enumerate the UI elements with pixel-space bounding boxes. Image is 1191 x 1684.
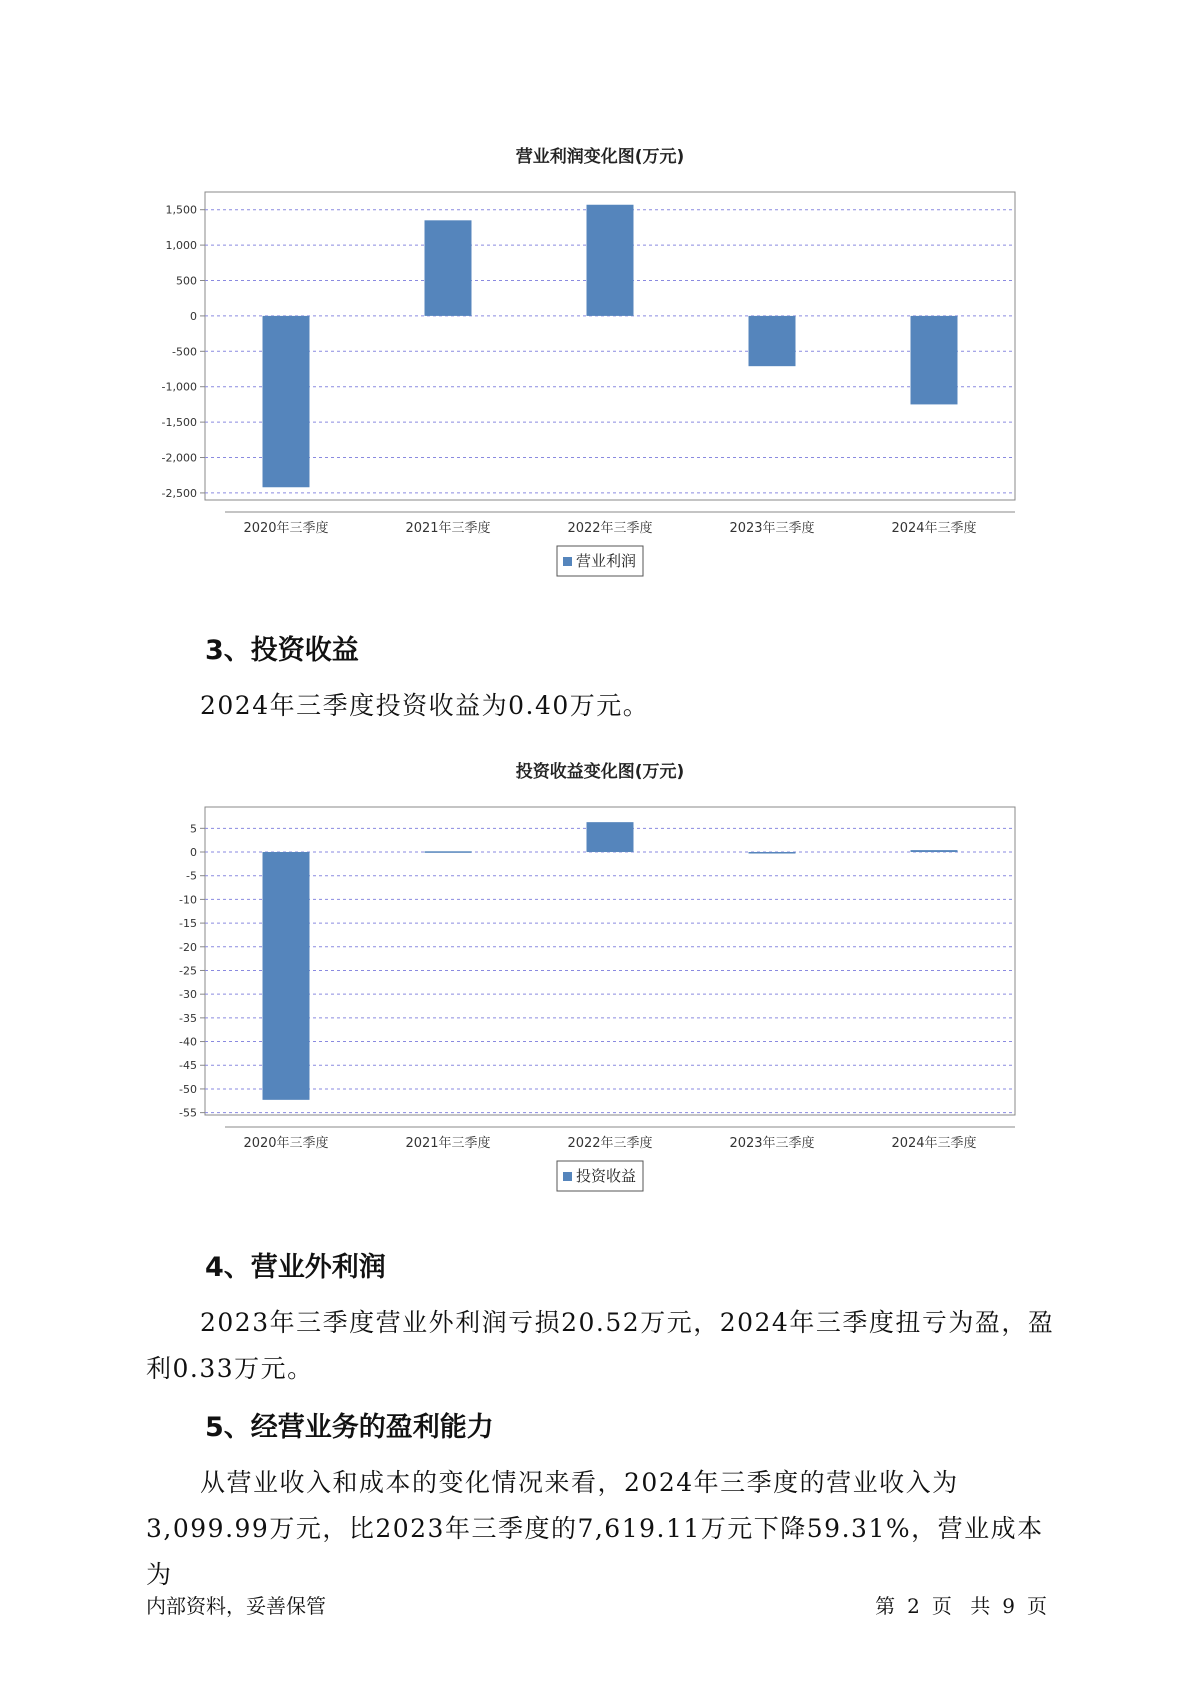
- y-tick-label: -500: [172, 345, 197, 359]
- x-tick-label: 2021年三季度: [405, 521, 491, 536]
- y-tick-label: -40: [179, 1035, 197, 1049]
- x-tick-label: 2023年三季度: [729, 1136, 815, 1151]
- x-tick-label: 2023年三季度: [729, 521, 815, 536]
- bar: [749, 316, 796, 366]
- bar: [911, 316, 958, 405]
- y-tick-label: -1,000: [161, 380, 197, 394]
- section-5-text: 从营业收入和成本的变化情况来看，2024年三季度的营业收入为3,099.99万元，比2023年三季度的7,619.11万元下降59.31%，营业成本为: [146, 1468, 1044, 1589]
- legend-label: 营业利润: [576, 552, 637, 570]
- y-tick-label: -20: [179, 940, 197, 954]
- bar: [263, 316, 310, 487]
- section-4-text: 2023年三季度营业外利润亏损20.52万元，2024年三季度扭亏为盈，盈利0.33万元。: [146, 1308, 1055, 1383]
- investment-income-chart: [150, 755, 1050, 1215]
- y-tick-label: -45: [179, 1059, 197, 1073]
- footer-confidential-note: 内部资料，妥善保管: [146, 1594, 326, 1618]
- y-tick-label: 500: [176, 274, 197, 288]
- y-tick-label: 0: [190, 846, 197, 860]
- section-5-heading: 5、经营业务的盈利能力: [205, 1412, 494, 1443]
- y-tick-label: 5: [190, 822, 197, 836]
- y-tick-label: -2,500: [161, 486, 197, 500]
- page-total: 9: [1002, 1594, 1015, 1618]
- page-unit: 页: [931, 1594, 952, 1618]
- y-tick-label: -10: [179, 893, 197, 907]
- bar: [263, 852, 310, 1100]
- bar: [749, 852, 796, 854]
- y-tick-label: -15: [179, 917, 197, 931]
- x-tick-label: 2022年三季度: [567, 521, 653, 536]
- y-tick-label: -30: [179, 988, 197, 1002]
- plot-area: [205, 807, 1015, 1115]
- legend-swatch: [563, 557, 572, 566]
- y-tick-label: -5: [186, 869, 197, 883]
- x-tick-label: 2020年三季度: [243, 1136, 329, 1151]
- page-prefix: 第: [875, 1594, 896, 1618]
- operating-profit-chart-svg: [150, 140, 1050, 600]
- y-tick-label: 0: [190, 309, 197, 323]
- y-tick-label: -50: [179, 1082, 197, 1096]
- x-tick-label: 2021年三季度: [405, 1136, 491, 1151]
- y-tick-label: -35: [179, 1011, 197, 1025]
- legend-swatch: [563, 1172, 572, 1181]
- section-3-heading: 3、投资收益: [205, 635, 359, 666]
- bar: [425, 851, 472, 853]
- section-3-text: 2024年三季度投资收益为0.40万元。: [200, 691, 650, 720]
- chart-title: 营业利润变化图(万元): [515, 147, 685, 167]
- chart-title: 投资收益变化图(万元): [515, 762, 685, 782]
- x-tick-label: 2024年三季度: [891, 521, 977, 536]
- y-tick-label: 1,500: [165, 203, 197, 217]
- x-tick-label: 2020年三季度: [243, 521, 329, 536]
- x-tick-label: 2022年三季度: [567, 1136, 653, 1151]
- section-4-heading: 4、营业外利润: [205, 1252, 386, 1283]
- y-tick-label: 1,000: [165, 239, 197, 253]
- total-prefix: 共: [970, 1594, 991, 1618]
- legend-label: 投资收益: [576, 1167, 637, 1185]
- bar: [911, 850, 958, 852]
- x-tick-label: 2024年三季度: [891, 1136, 977, 1151]
- bar: [425, 220, 472, 316]
- investment-income-chart-svg: [150, 755, 1050, 1215]
- y-tick-label: -25: [179, 964, 197, 978]
- total-unit: 页: [1027, 1594, 1047, 1618]
- footer-page-info: [869, 1590, 1053, 1619]
- bar: [587, 205, 634, 316]
- y-tick-label: -1,500: [161, 416, 197, 430]
- y-tick-label: -55: [179, 1106, 197, 1120]
- page-current: 2: [907, 1594, 920, 1618]
- y-tick-label: -2,000: [161, 451, 197, 465]
- operating-profit-chart: [150, 140, 1050, 600]
- bar: [587, 822, 634, 852]
